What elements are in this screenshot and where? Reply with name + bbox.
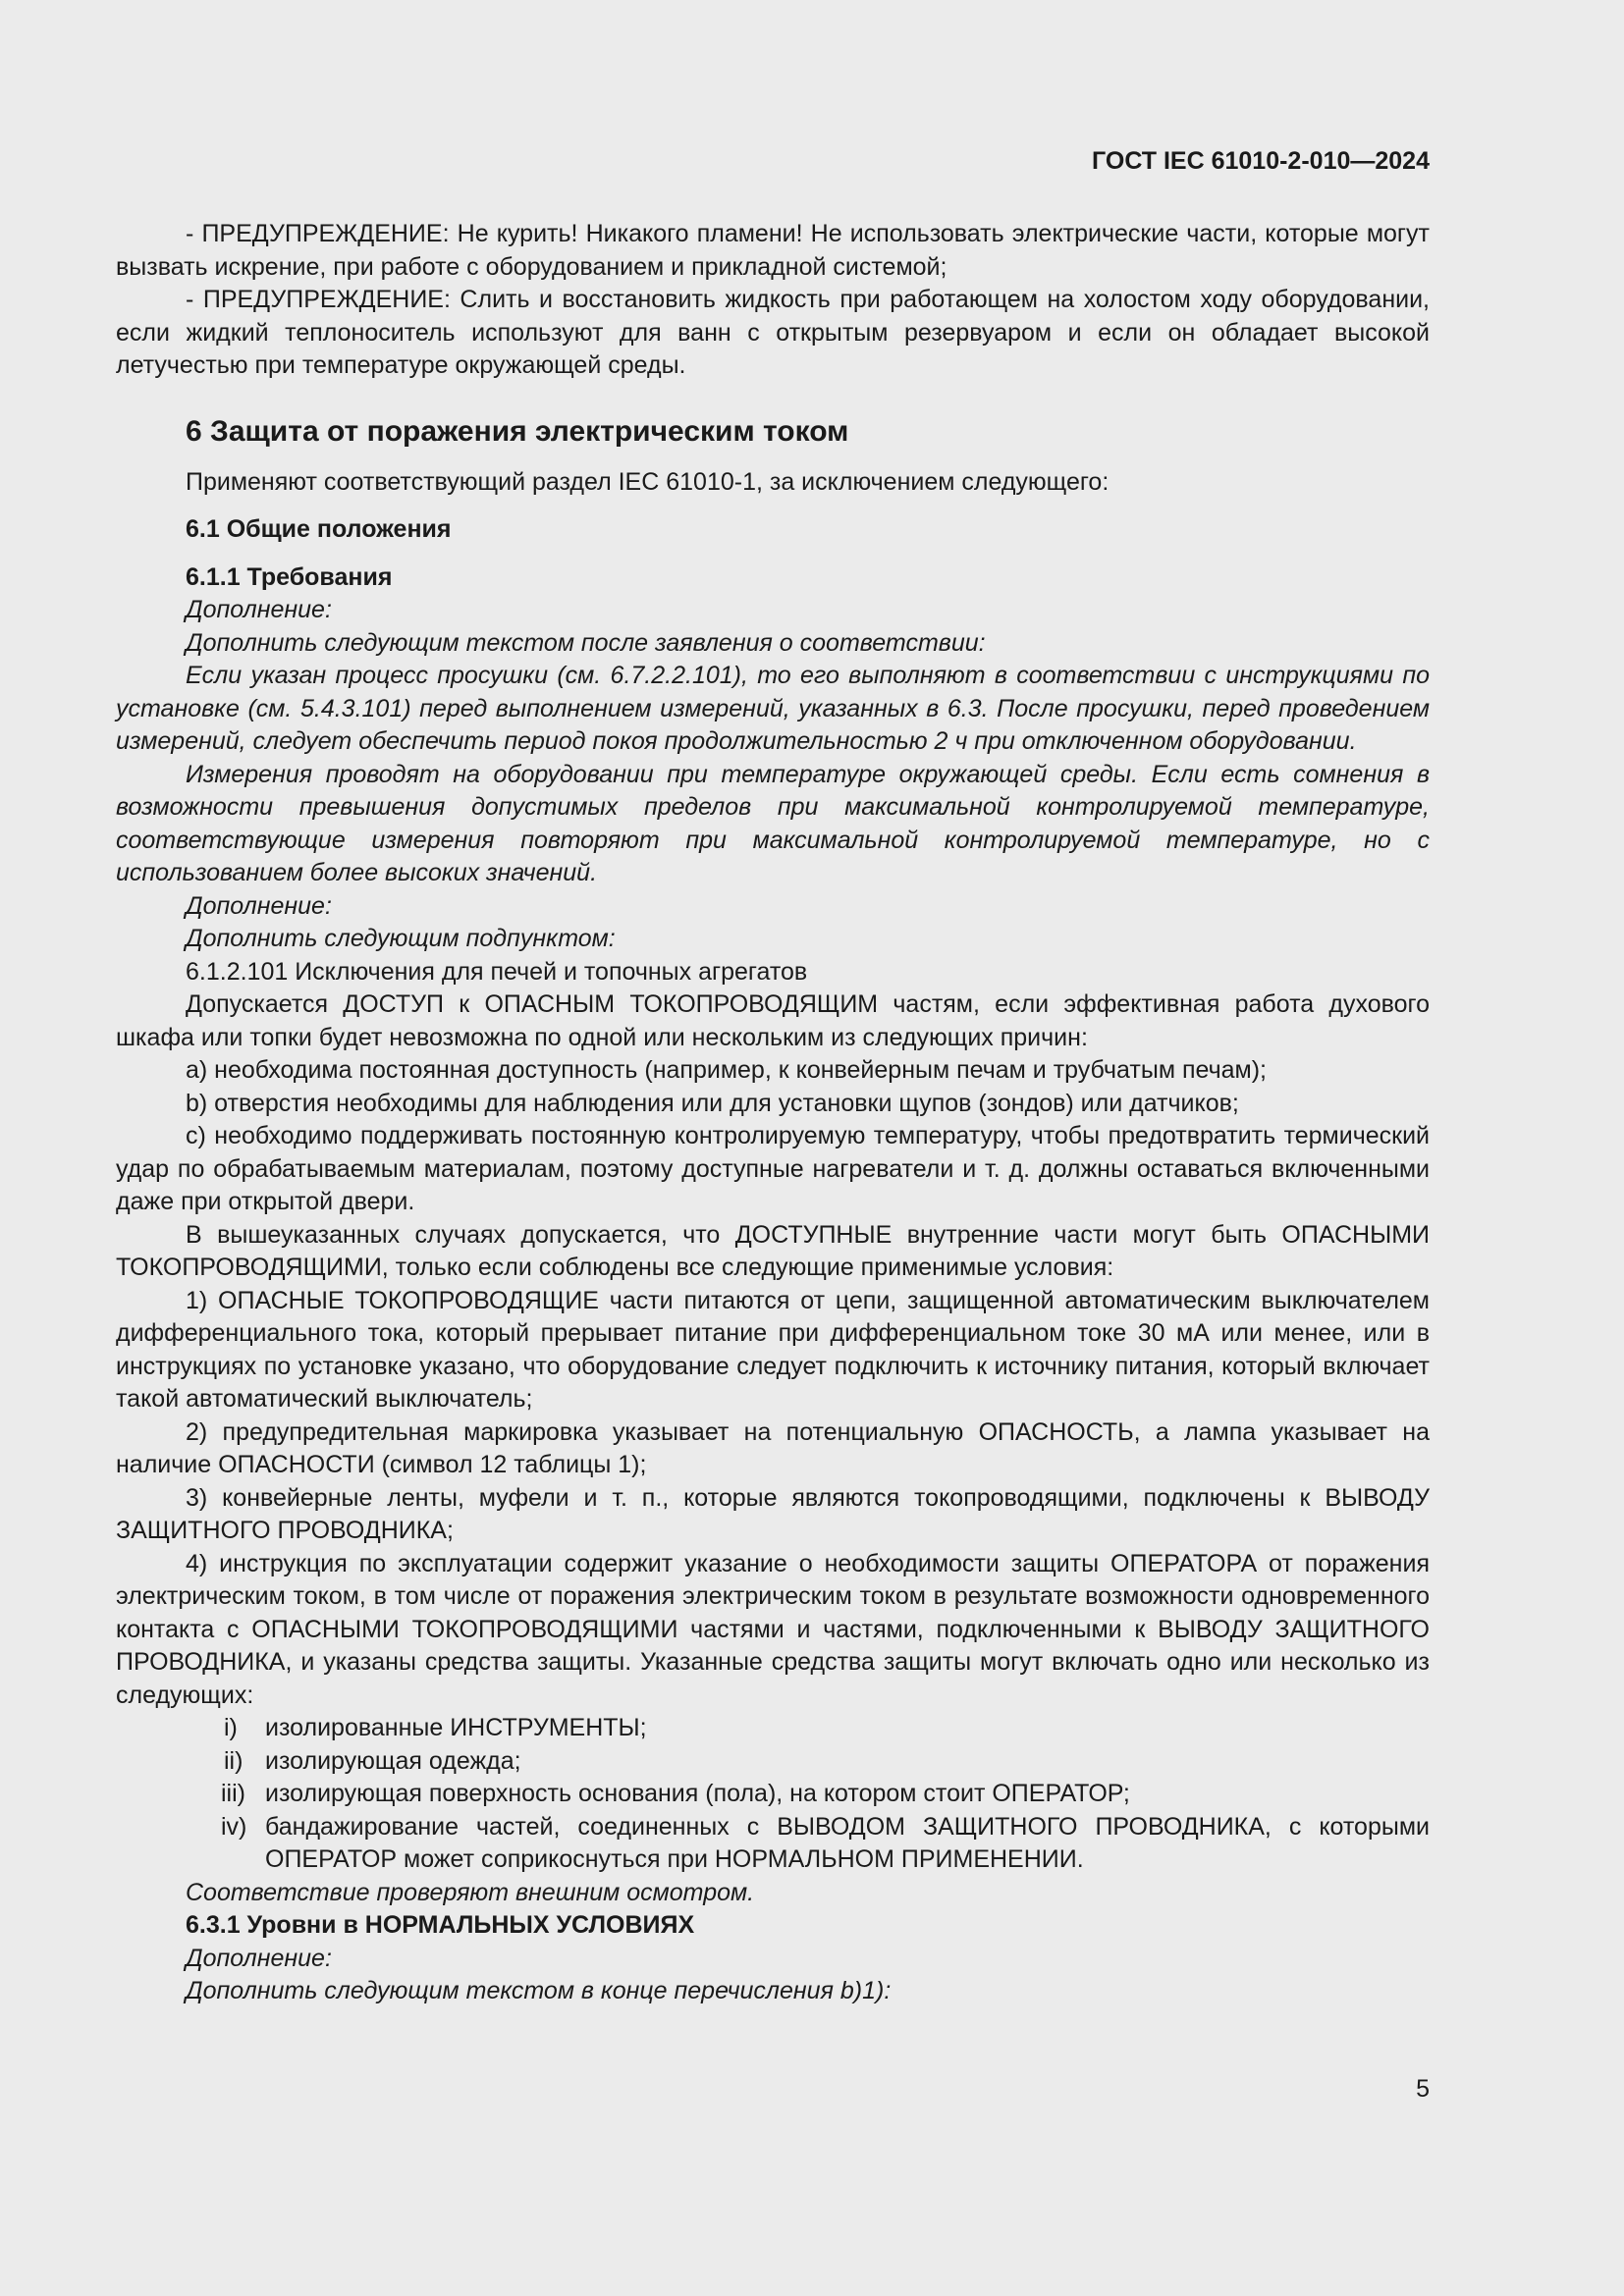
addition-label: Дополнение: xyxy=(186,891,332,920)
roman-list-text: изолированные ИНСТРУМЕНТЫ; xyxy=(265,1714,647,1741)
addition-instruction: Дополнить следующим текстом после заявления о соответствии: xyxy=(186,628,986,657)
drying-paragraph: Если указан процесс просушки (см. 6.7.2.2.101), то его выполняют в соответствии с инструкциями по установке (см. 5.4.3.101) перед выполнением измерений, указанных в 6.3. После просушки, перед проведением измерений, следует обеспечить период покоя продолжительностью 2 ч при отключенном оборудовании. xyxy=(116,662,1430,755)
roman-list-label: iv) xyxy=(221,1812,247,1841)
addition-instruction: Дополнить следующим текстом в конце перечисления b)1): xyxy=(186,1977,892,2004)
section-6-1-1-title: 6.1.1 Требования xyxy=(186,562,393,591)
section-6-intro: Применяют соответствующий раздел IEC 61010-1, за исключением следующего: xyxy=(186,467,1110,496)
compliance-check: Соответствие проверяют внешним осмотром. xyxy=(186,1878,755,1906)
condition-item: 3) конвейерные ленты, муфели и т. п., которые являются токопроводящими, подключены к ВЫВОДУ ЗАЩИТНОГО ПРОВОДНИКА; xyxy=(116,1483,1430,1544)
condition-item: 1) ОПАСНЫЕ ТОКОПРОВОДЯЩИЕ части питаются от цепи, защищенной автоматическим выключателем дифференциального тока, который прерывает питание при дифференциальном токе 30 мА или менее, или в инструкциях по установке указано, что оборудование следует подключить к источнику питания, который включает такой автоматический выключатель; xyxy=(116,1286,1430,1413)
section-6-title: 6 Защита от поражения электрическим током xyxy=(186,414,849,448)
roman-list-item xyxy=(116,1811,1430,1877)
section-6-1-title: 6.1 Общие положения xyxy=(186,515,452,543)
section-6-1-2-101-title: 6.1.2.101 Исключения для печей и топочных агрегатов xyxy=(186,957,808,986)
addition-instruction: Дополнить следующим подпунктом: xyxy=(186,925,616,952)
section-6-3-1-title: 6.3.1 Уровни в НОРМАЛЬНЫХ УСЛОВИЯХ xyxy=(186,1911,695,1939)
roman-list-text: изолирующая одежда; xyxy=(265,1746,521,1775)
conditions-paragraph: В вышеуказанных случаях допускается, что ДОСТУПНЫЕ внутренние части могут быть ОПАСНЫМИ ТОКОПРОВОДЯЩИМИ, только если соблюдены все следующие применимые условия: xyxy=(116,1220,1430,1281)
roman-list-label: iii) xyxy=(221,1780,245,1807)
condition-item: 4) инструкция по эксплуатации содержит указание о необходимости защиты ОПЕРАТОРА от поражения электрическим током, в том числе от поражения электрическим током в результате возможности одновременного контакта с ОПАСНЫМИ ТОКОПРОВОДЯЩИМИ частями и частями, подключенными к ВЫВОДУ ЗАЩИТНОГО ПРОВОДНИКА, и указаны средства защиты. Указанные средства защиты могут включать одно или несколько из следующих: xyxy=(116,1549,1430,1709)
document-number-header: ГОСТ IEC 61010-2-010—2024 xyxy=(1092,147,1430,175)
warning-no-smoking: - ПРЕДУПРЕЖДЕНИЕ: Не курить! Никакого пламени! Не использовать электрические части, которые могут вызвать искрение, при работе с оборудованием и прикладной системой; xyxy=(116,220,1430,281)
addition-label: Дополнение: xyxy=(186,1944,332,1972)
roman-list-item xyxy=(116,1712,1430,1745)
roman-list-text: бандажирование частей, соединенных с ВЫВОДОМ ЗАЩИТНОГО ПРОВОДНИКА, с которыми ОПЕРАТОР может соприкоснуться при НОРМАЛЬНОМ ПРИМЕНЕНИИ. xyxy=(265,1812,1430,1873)
roman-list-item xyxy=(116,1778,1430,1811)
roman-list-text: изолирующая поверхность основания (пола), на котором стоит ОПЕРАТОР; xyxy=(265,1780,1130,1807)
measurements-paragraph: Измерения проводят на оборудовании при температуре окружающей среды. Если есть сомнения в возможности превышения допустимых пределов при максимальной контролируемой температуре, соответствующие измерения повторяют при максимальной контролируемой температуре, но с использованием более высоких значений. xyxy=(116,760,1430,886)
roman-list-item xyxy=(116,1745,1430,1779)
roman-list-label: ii) xyxy=(224,1746,244,1775)
page-body xyxy=(116,218,1430,2008)
reason-item: c) необходимо поддерживать постоянную контролируемую температуру, чтобы предотвратить термический удар по обрабатываемым материалам, поэтому доступные нагреватели и т. д. должны оставаться включенными даже при открытой двери. xyxy=(116,1122,1430,1215)
addition-label: Дополнение: xyxy=(186,596,332,623)
reason-item: b) отверстия необходимы для наблюдения или для установки щупов (зондов) или датчиков; xyxy=(186,1089,1239,1117)
reason-item: a) необходима постоянная доступность (например, к конвейерным печам и трубчатым печам); xyxy=(186,1056,1267,1084)
roman-list-label: i) xyxy=(224,1714,238,1741)
page-number: 5 xyxy=(1416,2075,1430,2103)
access-paragraph: Допускается ДОСТУП к ОПАСНЫМ ТОКОПРОВОДЯЩИМ частям, если эффективная работа духового шкафа или топки будет невозможна по одной или нескольким из следующих причин: xyxy=(116,990,1430,1051)
condition-item: 2) предупредительная маркировка указывает на потенциальную ОПАСНОСТЬ, а лампа указывает на наличие ОПАСНОСТИ (символ 12 таблицы 1); xyxy=(116,1417,1430,1478)
warning-drain-liquid: - ПРЕДУПРЕЖДЕНИЕ: Слить и восстановить жидкость при работающем на холостом ходу оборудовании, если жидкий теплоноситель используют для ванн с открытым резервуаром и если он обладает высокой летучестью при температуре окружающей среды. xyxy=(116,286,1430,379)
